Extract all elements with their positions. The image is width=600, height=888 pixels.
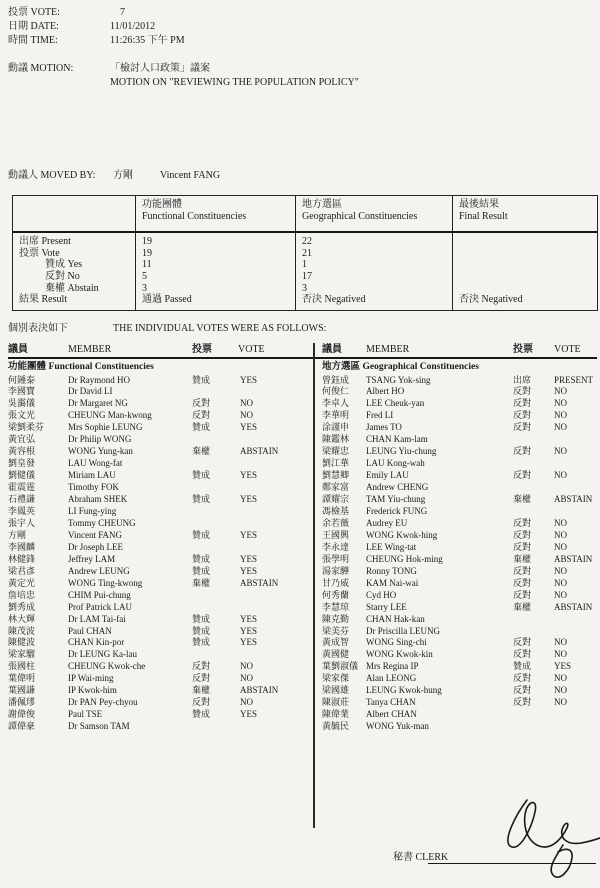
summary-line-gc: 22 <box>302 236 312 247</box>
summary-line-label: 棄權 Abstain <box>45 282 99 294</box>
member-name-zh: 方剛 <box>8 529 27 540</box>
member-name-zh: 王國興 <box>322 529 350 540</box>
member-name-zh: 劉慧卿 <box>322 470 350 481</box>
vote-zh: 反對 <box>192 398 211 409</box>
member-name-zh: 梁劉柔芬 <box>8 422 45 433</box>
summary-header-final-result <box>453 196 598 233</box>
member-name-en: CHAN Kin-por <box>68 637 125 648</box>
vote-zh: 反對 <box>513 517 532 528</box>
member-name-zh: 詹培忠 <box>8 589 36 600</box>
vote-en: NO <box>554 637 567 648</box>
member-name-zh: 李永達 <box>322 541 350 552</box>
member-name-en: WONG Ting-kwong <box>68 577 143 588</box>
member-name-en: Mrs Regina IP <box>366 661 419 672</box>
vote-zh: 棄權 <box>513 601 532 612</box>
member-name-zh: 譚偉豪 <box>8 721 36 731</box>
vote-zh: 反對 <box>192 661 211 672</box>
summary-header-geographical-zh: 地方選區 <box>302 199 342 210</box>
member-name-zh: 陳健波 <box>8 637 36 648</box>
summary-header-functional <box>136 196 296 233</box>
member-name-en: Dr David LI <box>68 386 113 397</box>
summary-line-fc: 11 <box>142 259 152 271</box>
vote-en: YES <box>240 613 258 624</box>
individual-votes-title-zh: 個別表決如下 <box>8 323 68 334</box>
mover-name-zh: 方剛 <box>113 170 133 181</box>
vote-en: NO <box>554 470 567 481</box>
member-name-en: WONG Yung-kan <box>68 446 133 457</box>
vote-zh: 贊成 <box>192 565 211 576</box>
vote-zh: 棄權 <box>513 494 532 504</box>
member-name-zh: 陳鑑林 <box>322 434 350 445</box>
vote-en: YES <box>240 470 258 481</box>
right-vote-header-en: VOTE <box>554 344 581 355</box>
vote-zh: 贊成 <box>192 613 211 624</box>
member-name-zh: 何鍾泰 <box>8 374 36 385</box>
date-label: 日期 DATE: <box>8 21 59 32</box>
member-name-en: Dr Joseph LEE <box>68 541 123 552</box>
vote-en: ABSTAIN <box>554 494 593 504</box>
member-name-zh: 梁君彥 <box>8 565 36 576</box>
member-name-en: LEUNG Yiu-chung <box>366 446 437 457</box>
right-member-header-zh: 議員 <box>322 344 342 355</box>
vote-zh: 反對 <box>513 577 532 588</box>
member-name-zh: 劉健儀 <box>8 470 36 481</box>
member-name-en: Jeffrey LAM <box>68 553 116 564</box>
member-name-en: Vincent FANG <box>68 529 123 540</box>
summary-line-final <box>459 236 591 248</box>
vote-zh: 贊成 <box>513 661 532 672</box>
member-name-zh: 鄭家富 <box>322 482 350 493</box>
vote-zh: 贊成 <box>192 709 211 720</box>
member-name-en: Dr Margaret NG <box>68 398 128 409</box>
member-name-zh: 陳茂波 <box>8 625 36 636</box>
vote-zh: 反對 <box>513 386 532 397</box>
vote-en: PRESENT <box>554 374 594 385</box>
summary-line-gc: 3 <box>302 282 307 294</box>
summary-line-final <box>459 259 591 271</box>
right-section-heading-zh: 地方選區 <box>322 362 361 372</box>
summary-line-fc: 19 <box>142 236 152 247</box>
left-vote-header-zh: 投票 <box>192 344 212 355</box>
vote-en: NO <box>554 398 567 409</box>
member-name-zh: 梁耀忠 <box>322 446 350 457</box>
member-name-en: Abraham SHEK <box>68 494 128 504</box>
member-name-zh: 葉國謙 <box>8 685 36 696</box>
right-member-header-en: MEMBER <box>366 344 410 355</box>
member-name-en: WONG Yuk-man <box>366 721 429 731</box>
member-name-zh: 林大輝 <box>8 613 36 624</box>
member-name-zh: 譚耀宗 <box>322 494 350 504</box>
member-name-zh: 曾鈺成 <box>322 374 350 385</box>
member-name-en: LEUNG Kwok-hung <box>366 685 442 696</box>
member-name-en: Dr Raymond HO <box>68 374 130 385</box>
motion-title-en: MOTION ON "REVIEWING THE POPULATION POLICY" <box>110 77 359 88</box>
vote-en: NO <box>554 589 567 600</box>
member-name-zh: 劉江華 <box>322 458 350 469</box>
summary-header-rowlabels <box>13 196 136 233</box>
vote-en: NO <box>554 649 567 660</box>
member-name-en: CHEUNG Man-kwong <box>68 410 152 421</box>
vote-zh: 反對 <box>513 529 532 540</box>
vote-en: YES <box>240 637 258 648</box>
summary-line-fc: 5 <box>142 271 147 283</box>
right-section-heading <box>322 361 479 373</box>
member-name-zh: 陳偉業 <box>322 709 350 720</box>
member-name-en: IP Wai-ming <box>68 673 114 684</box>
summary-header-final-en: Final Result <box>459 211 508 222</box>
member-name-en: Cyd HO <box>366 589 397 600</box>
vote-en: YES <box>240 529 258 540</box>
member-name-en: Miriam LAU <box>68 470 116 481</box>
summary-line-fc: 通過 Passed <box>142 294 192 306</box>
vote-zh: 反對 <box>513 398 532 409</box>
summary-geographical-cell <box>296 232 453 311</box>
right-vote-header-zh: 投票 <box>513 344 533 355</box>
summary-line-label: 反對 No <box>45 271 80 283</box>
member-name-en: Timothy FOK <box>68 482 119 493</box>
motion-title-zh: 「檢討人口政策」議案 <box>110 63 210 74</box>
member-name-zh: 陳淑莊 <box>322 697 350 708</box>
member-name-zh: 李慧琼 <box>322 601 350 612</box>
member-name-en: TAM Yiu-chung <box>366 494 426 504</box>
time-label: 時間 TIME: <box>8 35 58 46</box>
summary-table <box>12 195 598 311</box>
summary-header-final-zh: 最後結果 <box>459 199 499 210</box>
member-name-en: KAM Nai-wai <box>366 577 419 588</box>
vote-en: NO <box>240 673 253 684</box>
summary-line-gc: 否決 Negatived <box>302 294 366 306</box>
vote-en: YES <box>554 661 572 672</box>
vote-zh: 反對 <box>513 685 532 696</box>
vote-en: NO <box>240 697 253 708</box>
member-name-zh: 黃國健 <box>322 649 350 660</box>
summary-line-fc: 19 <box>142 247 152 259</box>
member-name-en: Emily LAU <box>366 470 409 481</box>
member-name-en: CHIM Pui-chung <box>68 589 131 600</box>
member-name-en: Fred LI <box>366 410 394 421</box>
summary-line-final: 否決 Negatived <box>459 294 523 306</box>
individual-votes-title-en: THE INDIVIDUAL VOTES WERE AS FOLLOWS: <box>113 323 327 334</box>
vote-zh: 反對 <box>513 649 532 660</box>
member-name-zh: 李國寶 <box>8 386 36 397</box>
member-name-en: LEE Cheuk-yan <box>366 398 425 409</box>
member-name-zh: 潘佩璆 <box>8 697 36 708</box>
vote-en: YES <box>240 494 258 504</box>
member-name-en: Dr LAM Tai-fai <box>68 613 126 624</box>
vote-en: YES <box>240 565 258 576</box>
vote-zh: 贊成 <box>192 625 211 636</box>
vote-zh: 棄權 <box>192 685 211 696</box>
vote-zh: 反對 <box>513 565 532 576</box>
member-name-zh: 張宇人 <box>8 517 36 528</box>
column-divider <box>313 343 315 828</box>
member-name-zh: 李華明 <box>322 410 350 421</box>
summary-line-label: 出席 Present <box>19 236 71 247</box>
member-name-en: TSANG Yok-sing <box>366 374 431 385</box>
vote-en: NO <box>554 541 567 552</box>
clerk-signature <box>497 788 600 884</box>
member-name-zh: 甘乃威 <box>322 577 350 588</box>
moved-by-label: 動議人 MOVED BY: <box>8 170 96 181</box>
summary-line-gc: 1 <box>302 259 307 271</box>
member-name-en: WONG Kwok-hing <box>366 529 438 540</box>
member-name-en: Ronny TONG <box>366 565 417 576</box>
right-section-heading-en: Geographical Constituencies <box>362 362 479 372</box>
summary-line-gc: 21 <box>302 247 312 259</box>
member-name-en: WONG Kwok-kin <box>366 649 433 660</box>
member-name-zh: 湯家驊 <box>322 565 350 576</box>
member-name-en: Dr PAN Pey-chyou <box>68 697 138 708</box>
date-value: 11/01/2012 <box>110 21 156 32</box>
member-name-en: Starry LEE <box>366 601 407 612</box>
left-section-heading-zh: 功能團體 <box>8 362 47 372</box>
vote-zh: 棄權 <box>192 446 211 457</box>
vote-en: NO <box>554 565 567 576</box>
vote-en: NO <box>554 422 567 433</box>
member-name-en: James TO <box>366 422 402 433</box>
vote-en: ABSTAIN <box>240 446 279 457</box>
vote-zh: 反對 <box>513 446 532 457</box>
vote-en: NO <box>554 517 567 528</box>
vote-zh: 贊成 <box>192 529 211 540</box>
member-name-en: Paul CHAN <box>68 625 112 636</box>
member-name-zh: 張國柱 <box>8 661 36 672</box>
member-name-en: IP Kwok-him <box>68 685 117 696</box>
vote-en: NO <box>554 529 567 540</box>
member-name-en: LAU Wong-fat <box>68 458 123 469</box>
member-name-zh: 李卓人 <box>322 398 350 409</box>
summary-row-labels-cell <box>13 232 136 311</box>
member-name-en: Tommy CHEUNG <box>68 517 136 528</box>
vote-en: NO <box>554 685 567 696</box>
member-name-zh: 劉皇發 <box>8 458 36 469</box>
vote-en: YES <box>240 553 258 564</box>
member-name-zh: 何俊仁 <box>322 386 350 397</box>
vote-zh: 贊成 <box>192 374 211 385</box>
member-table-header-rule <box>8 357 597 359</box>
vote-number-label: 投票 VOTE: <box>8 7 60 18</box>
member-name-zh: 余若薇 <box>322 517 350 528</box>
vote-zh: 反對 <box>513 470 532 481</box>
member-name-zh: 馮檢基 <box>322 505 350 516</box>
vote-zh: 贊成 <box>192 494 211 504</box>
member-name-zh: 劉秀成 <box>8 601 36 612</box>
vote-en: NO <box>240 410 253 421</box>
vote-en: NO <box>554 410 567 421</box>
member-name-en: Alan LEONG <box>366 673 417 684</box>
member-name-zh: 李鳳英 <box>8 505 36 516</box>
vote-zh: 贊成 <box>192 553 211 564</box>
member-name-zh: 林健鋒 <box>8 553 36 564</box>
member-name-en: WONG Sing-chi <box>366 637 427 648</box>
member-name-zh: 黃宜弘 <box>8 434 36 445</box>
member-name-zh: 葉劉淑儀 <box>322 661 359 672</box>
member-name-zh: 涂謹申 <box>322 422 350 433</box>
member-name-zh: 梁國雄 <box>322 685 350 696</box>
member-name-zh: 黃定光 <box>8 577 36 588</box>
vote-zh: 棄權 <box>513 553 532 564</box>
member-name-zh: 謝偉俊 <box>8 709 36 720</box>
member-name-en: Paul TSE <box>68 709 103 720</box>
left-member-header-en: MEMBER <box>68 344 112 355</box>
member-name-zh: 張學明 <box>322 553 350 564</box>
member-name-en: Frederick FUNG <box>366 505 428 516</box>
summary-line-fc: 3 <box>142 282 147 294</box>
summary-line-final <box>459 271 591 283</box>
vote-en: ABSTAIN <box>240 577 279 588</box>
vote-en: NO <box>554 386 567 397</box>
summary-line-label: 贊成 Yes <box>45 259 83 271</box>
vote-en: YES <box>240 625 258 636</box>
vote-zh: 反對 <box>513 697 532 708</box>
member-name-en: CHEUNG Hok-ming <box>366 553 443 564</box>
member-name-zh: 葉偉明 <box>8 673 36 684</box>
member-name-en: LEE Wing-tat <box>366 541 417 552</box>
vote-zh: 反對 <box>513 673 532 684</box>
time-value: 11:26:35 下午 PM <box>110 35 185 46</box>
member-name-en: Mrs Sophie LEUNG <box>68 422 143 433</box>
member-name-en: Dr LEUNG Ka-lau <box>68 649 137 660</box>
vote-en: ABSTAIN <box>554 553 593 564</box>
member-name-en: LAU Kong-wah <box>366 458 425 469</box>
vote-en: ABSTAIN <box>240 685 279 696</box>
member-name-zh: 黃容根 <box>8 446 36 457</box>
member-name-zh: 黃成智 <box>322 637 350 648</box>
summary-header-functional-en: Functional Constituencies <box>142 211 247 222</box>
summary-functional-cell <box>136 232 296 311</box>
vote-zh: 反對 <box>513 541 532 552</box>
member-name-zh: 石禮謙 <box>8 494 36 504</box>
member-name-zh: 吳靄儀 <box>8 398 36 409</box>
vote-zh: 反對 <box>513 637 532 648</box>
vote-zh: 出席 <box>513 374 532 385</box>
vote-zh: 反對 <box>513 410 532 421</box>
summary-line-label: 結果 Result <box>19 294 68 306</box>
member-name-en: CHAN Kam-lam <box>366 434 428 445</box>
summary-header-geographical <box>296 196 453 233</box>
vote-en: NO <box>554 446 567 457</box>
vote-zh: 贊成 <box>192 422 211 433</box>
vote-zh: 反對 <box>192 697 211 708</box>
member-name-en: Albert CHAN <box>366 709 417 720</box>
clerk-label: 秘書 CLERK <box>393 852 449 863</box>
member-name-en: Audrey EU <box>366 517 408 528</box>
vote-en: NO <box>554 697 567 708</box>
vote-zh: 棄權 <box>192 577 211 588</box>
summary-header-functional-zh: 功能團體 <box>142 199 182 210</box>
member-name-zh: 張文光 <box>8 410 36 421</box>
member-name-en: Andrew CHENG <box>366 482 429 493</box>
vote-zh: 贊成 <box>192 637 211 648</box>
member-name-en: Dr Priscilla LEUNG <box>366 625 440 636</box>
vote-en: NO <box>554 577 567 588</box>
vote-zh: 反對 <box>192 410 211 421</box>
vote-en: YES <box>240 422 258 433</box>
vote-zh: 反對 <box>513 589 532 600</box>
vote-zh: 贊成 <box>192 470 211 481</box>
member-name-en: Dr Samson TAM <box>68 721 130 731</box>
summary-header-geographical-en: Geographical Constituencies <box>302 211 418 222</box>
vote-en: NO <box>240 661 253 672</box>
member-name-zh: 何秀蘭 <box>322 589 350 600</box>
member-name-en: Andrew LEUNG <box>68 565 130 576</box>
summary-final-cell <box>453 232 598 311</box>
left-member-header-zh: 議員 <box>8 344 28 355</box>
motion-label: 動議 MOTION: <box>8 63 74 74</box>
vote-zh: 反對 <box>192 673 211 684</box>
member-name-en: Tanya CHAN <box>366 697 416 708</box>
member-name-zh: 霍震霆 <box>8 482 36 493</box>
member-name-en: CHAN Hak-kan <box>366 613 425 624</box>
member-name-zh: 陳克勤 <box>322 613 350 624</box>
member-name-en: Albert HO <box>366 386 405 397</box>
vote-en: YES <box>240 374 258 385</box>
member-name-en: LI Fung-ying <box>68 505 117 516</box>
left-section-heading-en: Functional Constituencies <box>48 362 154 372</box>
member-name-zh: 梁美芬 <box>322 625 350 636</box>
vote-zh: 反對 <box>513 422 532 433</box>
left-section-heading <box>8 361 154 373</box>
summary-line-label: 投票 Vote <box>19 247 60 259</box>
vote-number-value: 7 <box>120 7 125 18</box>
member-name-zh: 黃毓民 <box>322 721 350 731</box>
vote-en: NO <box>240 398 253 409</box>
member-name-en: Prof Patrick LAU <box>68 601 132 612</box>
member-name-en: Dr Philip WONG <box>68 434 132 445</box>
summary-line-final <box>459 248 591 260</box>
summary-line-final <box>459 283 591 295</box>
vote-en: YES <box>240 709 258 720</box>
left-vote-header-en: VOTE <box>238 344 265 355</box>
mover-name-en: Vincent FANG <box>160 170 221 181</box>
member-name-zh: 李國麟 <box>8 541 36 552</box>
member-name-en: CHEUNG Kwok-che <box>68 661 146 672</box>
vote-en: NO <box>554 673 567 684</box>
summary-line-gc: 17 <box>302 271 312 283</box>
member-name-zh: 梁家騮 <box>8 649 36 660</box>
vote-en: ABSTAIN <box>554 601 593 612</box>
member-name-zh: 梁家傑 <box>322 673 350 684</box>
